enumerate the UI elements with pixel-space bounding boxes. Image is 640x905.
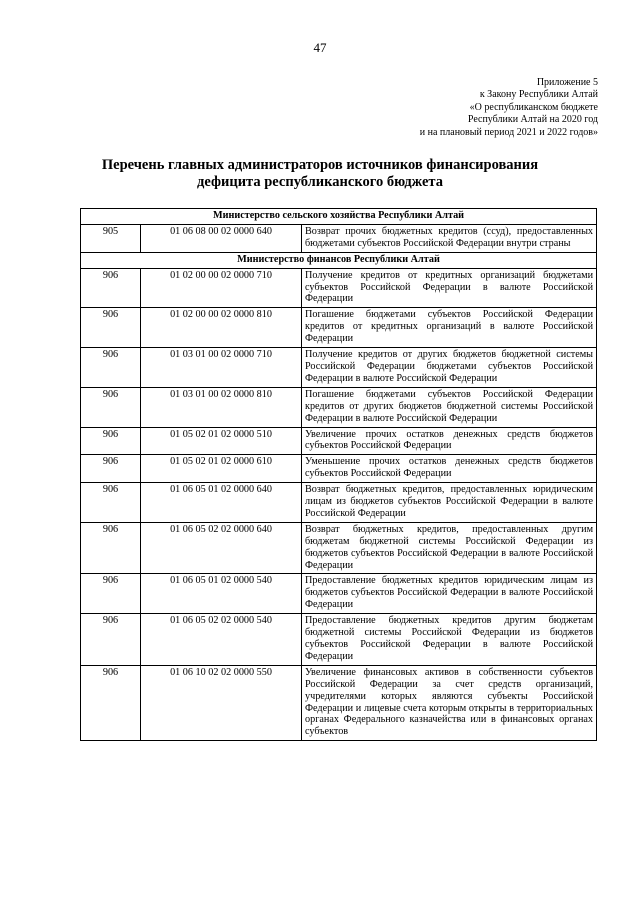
document-title: [0, 157, 640, 191]
appendix-line: и на плановый период 2021 и 2022 годов»: [419, 126, 598, 138]
source-description: Предоставление бюджетных кредитов другим бюджетам бюджетной системы Российской Федерации из бюджетов субъектов Российской Федерации в валюте Российской Федерации: [302, 614, 597, 666]
source-description: Предоставление бюджетных кредитов юридическим лицам из бюджетов субъектов Российской Федерации в валюте Российской Федерации: [302, 574, 597, 614]
source-code: 01 06 05 02 02 0000 640: [141, 522, 302, 574]
document-title-line-2: дефицита республиканского бюджета: [197, 174, 443, 190]
administrator-code: 905: [81, 224, 141, 252]
appendix-line: к Закону Республики Алтай: [479, 89, 598, 101]
group-header: Министерство сельского хозяйства Республики Алтай: [81, 209, 597, 225]
source-code: 01 06 05 01 02 0000 540: [141, 574, 302, 614]
table-row: [81, 522, 597, 574]
appendix-note: [420, 77, 598, 139]
source-description: Получение кредитов от кредитных организаций бюджетами субъектов Российской Федерации в валюте Российской Федерации: [302, 268, 597, 308]
appendix-line: Республики Алтай на 2020 год: [467, 114, 598, 126]
administrator-code: 906: [81, 614, 141, 666]
group-header-row: [81, 209, 597, 225]
source-description: Погашение бюджетами субъектов Российской Федерации кредитов от кредитных организаций в валюте Российской Федерации: [302, 308, 597, 348]
administrator-code: 906: [81, 268, 141, 308]
administrator-code: 906: [81, 522, 141, 574]
administrator-code: 906: [81, 387, 141, 427]
table-row: [81, 348, 597, 388]
group-header: Министерство финансов Республики Алтай: [81, 252, 597, 268]
source-code: 01 06 10 02 02 0000 550: [141, 665, 302, 740]
table-row: [81, 387, 597, 427]
administrator-code: 906: [81, 427, 141, 455]
table-row: [81, 665, 597, 740]
source-code: 01 06 05 01 02 0000 640: [141, 483, 302, 523]
source-code: 01 02 00 00 02 0000 710: [141, 268, 302, 308]
source-code: 01 05 02 01 02 0000 610: [141, 455, 302, 483]
table-row: [81, 224, 597, 252]
table-row: [81, 574, 597, 614]
source-code: 01 03 01 00 02 0000 710: [141, 348, 302, 388]
source-description: Получение кредитов от других бюджетов бюджетной системы Российской Федерации бюджетами субъектов Российской Федерации в валюте Российской Федерации: [302, 348, 597, 388]
source-code: 01 02 00 00 02 0000 810: [141, 308, 302, 348]
source-code: 01 06 05 02 02 0000 540: [141, 614, 302, 666]
table-row: [81, 308, 597, 348]
table-row: [81, 455, 597, 483]
table-row: [81, 427, 597, 455]
table-row: [81, 483, 597, 523]
source-description: Возврат бюджетных кредитов, предоставленных другим бюджетам бюджетной системы Российской Федерации из бюджетов субъектов Российской Федерации в валюте Российской Федерации: [302, 522, 597, 574]
source-code: 01 05 02 01 02 0000 510: [141, 427, 302, 455]
administrator-code: 906: [81, 483, 141, 523]
page-number: 47: [313, 40, 327, 55]
source-description: Увеличение прочих остатков денежных средств бюджетов субъектов Российской Федерации: [302, 427, 597, 455]
administrator-code: 906: [81, 308, 141, 348]
source-code: 01 06 08 00 02 0000 640: [141, 224, 302, 252]
document-title-line-1: Перечень главных администраторов источников финансирования: [101, 157, 539, 173]
source-description: Возврат бюджетных кредитов, предоставленных юридическим лицам из бюджетов субъектов Российской Федерации в валюте Российской Федерации: [302, 483, 597, 523]
table-row: [81, 268, 597, 308]
source-description: Погашение бюджетами субъектов Российской Федерации кредитов от других бюджетов бюджетной системы Российской Федерации в валюте Российской Федерации: [302, 387, 597, 427]
table-row: [81, 614, 597, 666]
administrator-code: 906: [81, 455, 141, 483]
source-description: Возврат прочих бюджетных кредитов (ссуд), предоставленных бюджетами субъектов Российской Федерации внутри страны: [302, 224, 597, 252]
administrator-code: 906: [81, 348, 141, 388]
appendix-line: Приложение 5: [536, 77, 598, 88]
group-header-row: [81, 252, 597, 268]
sources-table: [80, 208, 597, 741]
administrator-code: 906: [81, 665, 141, 740]
administrator-code: 906: [81, 574, 141, 614]
source-code: 01 03 01 00 02 0000 810: [141, 387, 302, 427]
appendix-line: «О республиканском бюджете: [469, 101, 598, 113]
source-description: Увеличение финансовых активов в собственности субъектов Российской Федерации за счет средств организаций, учредителями которых являются субъекты Российской Федерации и лицевые счета которым открыты в территориальных органах Федерального казначейства или в финансовых органах субъектов: [302, 665, 597, 740]
source-description: Уменьшение прочих остатков денежных средств бюджетов субъектов Российской Федерации: [302, 455, 597, 483]
